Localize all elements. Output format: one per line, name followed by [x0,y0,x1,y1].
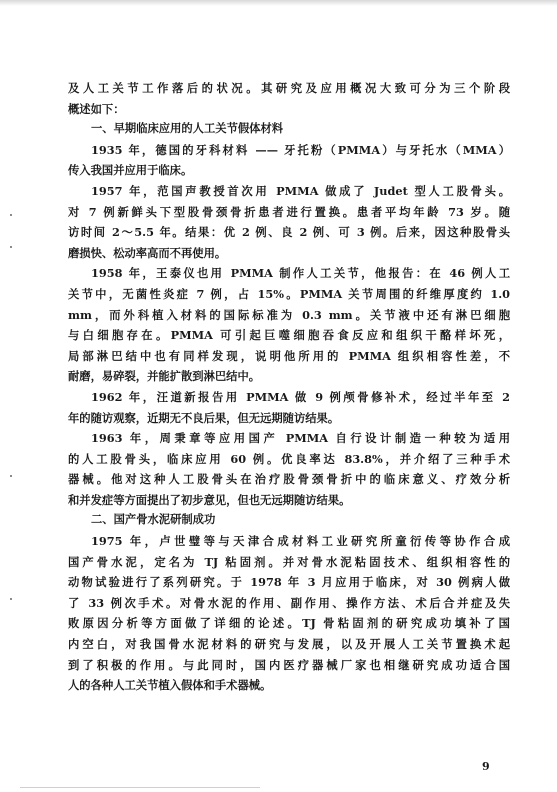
text-line: 对 7 例新鲜头下型股骨颈骨折患者进行置换。患者平均年龄 73 岁。随 [68,204,510,219]
text-line: 关节中，无菌性炎症 7 例，占 15%。PMMA 关节周围的纤维厚度约 1.0 [68,286,510,301]
text-line: 内空白，对我国骨水泥材料的研究与发展，以及开展人工关节置换术起 [68,637,510,652]
text-line: 与白细胞存在。PMMA 可引起巨噬细胞吞食反应和组织干酪样坏死， [68,328,510,343]
text-line: 耐磨，易碎裂，并能扩散到淋巴结中。 [68,369,261,384]
scan-speck [10,214,12,216]
document-page [68,78,510,696]
scan-speck [10,246,12,248]
text-line: 局部淋巴结中也有同样发现，说明他所用的 PMMA 组织相容性差，不 [68,348,510,363]
text-line: mm，而外科植入材料的国际标准为 0.3 mm。关节液中还有淋巴细胞 [68,307,510,322]
text-line: 磨损快、松动率高而不再使用。 [68,245,227,260]
text-line: 器械。他对这种人工股骨头在治疗股骨颈骨折中的临床意义、疗效分析 [68,472,510,487]
text-line: 1935 年，德国的牙科材料 —— 牙托粉（PMMA）与牙托水（MMA） [91,142,510,157]
text-line: 的人工股骨头，临床应用 60 例。优良率达 83.8%，并介绍了三种手术 [68,451,510,466]
text-line: 了 33 例次手术。对骨水泥的作用、副作用、操作方法、术后合并症及失 [68,595,510,610]
scan-top-edge [0,0,557,6]
text-line: 1963 年，周秉章等应用国产 PMMA 自行设计制造一种较为适用 [91,431,510,446]
text-line: 及人工关节工作落后的状况。其研究及应用概况大致可分为三个阶段 [68,81,510,95]
text-line: 败原因分析等方面做了详细的论述。TJ 骨粘固剂的研究成功填补了国 [68,616,510,631]
text-line: 1957 年，范国声教授首次用 PMMA 做成了 Judet 型人工股骨头。 [91,183,510,198]
text-line: 访时间 2～5.5 年。结果：优 2 例、良 2 例、可 3 例。后来，因这种股骨头 [68,225,510,240]
text-line: 1975 年，卢世璧等与天津合成材料工业研究所童衍传等协作合成 [91,534,510,549]
text-line: 概述如下： [68,101,125,116]
text-line: 1962 年，汪道新报告用 PMMA 做 9 例颅骨修补术，经过半年至 2 [91,389,510,404]
text-line: 到了积极的作用。与此同时，国内医疗器械厂家也相继研究成功适合国 [68,657,510,672]
text-line: 1958 年，王泰仪也用 PMMA 制作人工关节，他报告：在 46 例人工 [91,266,510,281]
scan-speck [10,475,12,477]
text-line: 国产骨水泥，定名为 TJ 粘固剂。并对骨水泥粘固技术、组织相容性的 [68,554,510,569]
scan-speck [10,598,12,600]
text-line: 人的各种人工关节植入假体和手术器械。 [68,678,272,693]
text-line: 和并发症等方面提出了初步意见，但也无远期随访结果。 [68,492,351,507]
section-heading: 一、早期临床应用的人工关节假体材料 [91,122,284,136]
text-line: 动物试验进行了系列研究。于 1978 年 3 月应用于临床，对 30 例病人做 [68,575,510,590]
scan-artifact-line [20,787,260,788]
text-line: 传入我国并应用于临床。 [68,163,193,178]
text-line: 年的随访观察，近期无不良后果，但无远期随访结果。 [68,410,340,425]
page-number: 9 [482,760,490,773]
section-heading: 二、国产骨水泥研制成功 [91,513,216,527]
